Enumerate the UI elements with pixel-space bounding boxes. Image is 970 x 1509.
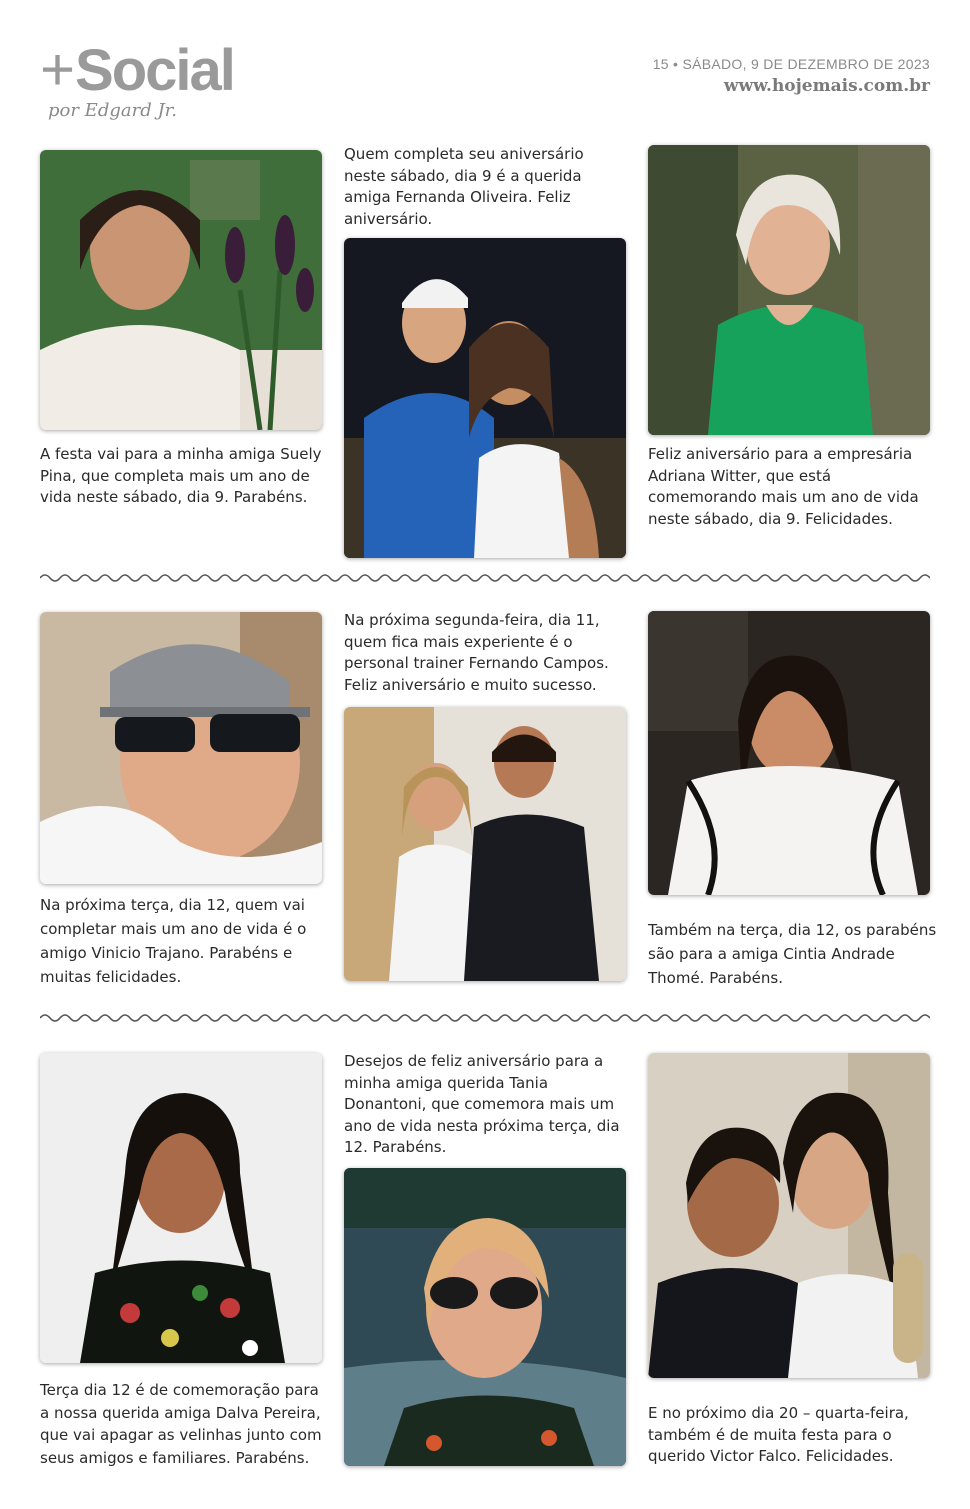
caption-fernando-campos: Na próxima segunda-feira, dia 11, quem fica mais experiente é o personal trainer Fernando Campos. Feliz aniversário e muito sucesso. (344, 611, 609, 694)
caption-victor-falco: E no próximo dia 20 – quarta-feira, também é de muita festa para o querido Victor Falco. Felicidades. (648, 1404, 909, 1465)
section-logo (40, 36, 234, 103)
caption-vinicio-trajano: Na próxima terça, dia 12, quem vai completar mais um ano de vida é o amigo Vinicio Trajano. Parabéns e muitas felicidades. (40, 896, 307, 986)
page-header (0, 0, 970, 140)
photo-fernando-campos (344, 707, 626, 981)
photo-tania-donantoni (344, 1168, 626, 1466)
photo-adriana-witter (648, 145, 930, 435)
photo-dalva-pereira (40, 1053, 322, 1363)
logo-text: Social (75, 38, 234, 103)
columnist-signature: por Edgard Jr. (48, 100, 178, 121)
website-link[interactable]: www.hojemais.com.br (723, 76, 930, 96)
photo-victor-falco (648, 1053, 930, 1378)
caption-dalva-pereira: Terça dia 12 é de comemoração para a nossa querida amiga Dalva Pereira, que vai apagar as velinhas junto com seus amigos e familiares. Parabéns. (40, 1381, 322, 1467)
caption-adriana-witter: Feliz aniversário para a empresária Adriana Witter, que está comemorando mais um ano de vida neste sábado, dia 9. Felicidades. (648, 445, 919, 528)
issue-date: 15 • SÁBADO, 9 DE DEZEMBRO DE 2023 (652, 56, 930, 72)
caption-tania-donantoni: Desejos de feliz aniversário para a minha amiga querida Tania Donantoni, que comemora mais um ano de vida nesta próxima terça, dia 12. Parabéns. (344, 1052, 620, 1156)
caption-fernanda-oliveira: Quem completa seu aniversário neste sábado, dia 9 é a querida amiga Fernanda Oliveira. Feliz aniversário. (344, 145, 584, 228)
photo-suely-pina (40, 150, 322, 430)
logo-plus: + (40, 36, 74, 103)
wavy-divider (40, 1012, 930, 1024)
photo-vinicio-trajano (40, 612, 322, 884)
photo-cintia-andrade-thome (648, 611, 930, 895)
caption-cintia-andrade-thome: Também na terça, dia 12, os parabéns são para a amiga Cintia Andrade Thomé. Parabéns. (648, 921, 937, 987)
photo-fernanda-oliveira (344, 238, 626, 558)
wavy-divider (40, 572, 930, 584)
caption-suely-pina: A festa vai para a minha amiga Suely Pina, que completa mais um ano de vida neste sábado, dia 9. Parabéns. (40, 445, 322, 506)
